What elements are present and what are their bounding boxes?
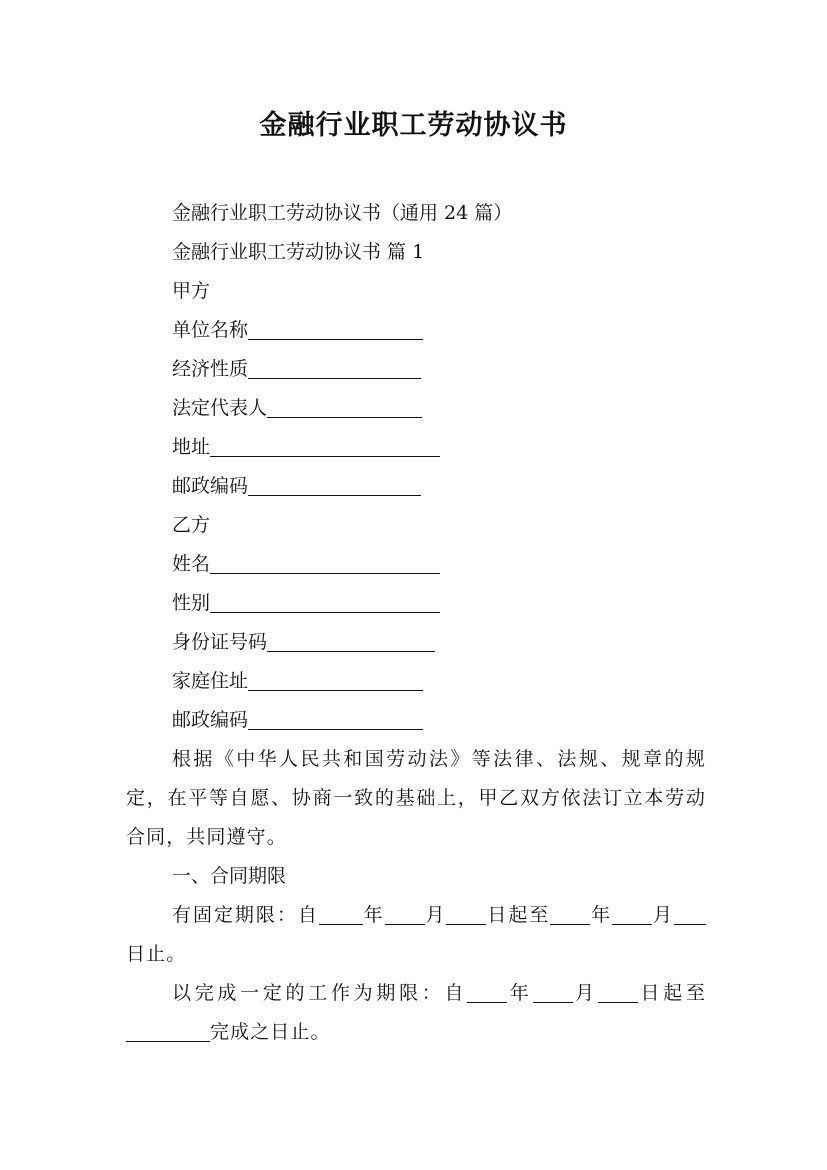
clause-text: 年 [590,904,613,926]
field-unit-name [126,311,706,350]
field-label: 邮政编码 [172,709,249,731]
field-label: 地址 [172,436,211,458]
clause-text: 月 [572,982,598,1004]
clause-text: 日止。 [126,943,187,965]
clause-text: 日起至 [486,904,551,926]
fill-blank [467,983,507,1003]
section-heading: 金融行业职工劳动协议书 篇 1 [172,241,425,263]
field-label: 经济性质 [172,358,249,380]
clause-text: 完成之日止。 [210,1021,331,1043]
fill-blank [210,554,440,574]
task-term-clause [126,974,706,1052]
field-label: 性别 [172,592,211,614]
fill-blank [248,359,421,379]
contract-term-heading: 一、合同期限 [172,865,287,887]
document-body [126,194,706,1052]
field-label: 姓名 [172,553,211,575]
basis-paragraph: 根据《中华人民共和国劳动法》等法律、法规、规章的规定，在平等自愿、协商一致的基础上，甲乙双方依法订立本劳动合同，共同遵守。 [126,748,706,848]
field-label: 身份证号码 [172,631,268,653]
field-label: 邮政编码 [172,475,249,497]
fill-blank [612,905,652,925]
clause-text: 年 [362,904,385,926]
fill-blank [550,905,590,925]
clause-text: 有固定期限：自 [172,904,319,926]
field-id-number [126,623,706,662]
clause-text: 日起至 [637,982,706,1004]
field-economic-nature [126,350,706,389]
fill-blank [210,437,440,457]
fill-blank [267,398,422,418]
fill-blank [210,593,440,613]
party-a-label: 甲方 [172,280,211,302]
field-postcode-a [126,467,706,506]
fill-blank [248,671,423,691]
fill-blank [267,632,435,652]
clause-text: 月 [424,904,447,926]
field-name [126,545,706,584]
field-label: 法定代表人 [172,397,268,419]
fill-blank [248,476,421,496]
fill-blank [598,983,638,1003]
field-gender [126,584,706,623]
fill-blank [385,905,425,925]
clause-text: 年 [507,982,533,1004]
clause-text: 月 [652,904,674,926]
field-legal-rep [126,389,706,428]
field-home-address [126,662,706,701]
fill-blank [248,320,423,340]
field-postcode-b [126,701,706,740]
fill-blank [126,1022,210,1042]
party-b-label: 乙方 [172,514,211,536]
clause-text: 以完成一定的工作为期限：自 [172,982,468,1004]
field-address [126,428,706,467]
field-label: 单位名称 [172,319,249,341]
fill-blank [533,983,573,1003]
field-label: 家庭住址 [172,670,249,692]
fixed-term-clause [126,896,706,974]
document-subtitle: 金融行业职工劳动协议书（通用 24 篇） [172,202,513,224]
fill-blank [446,905,486,925]
fill-blank [319,905,363,925]
fill-blank [248,710,423,730]
document-title: 金融行业职工劳动协议书 [259,110,568,141]
fill-blank [674,905,706,925]
